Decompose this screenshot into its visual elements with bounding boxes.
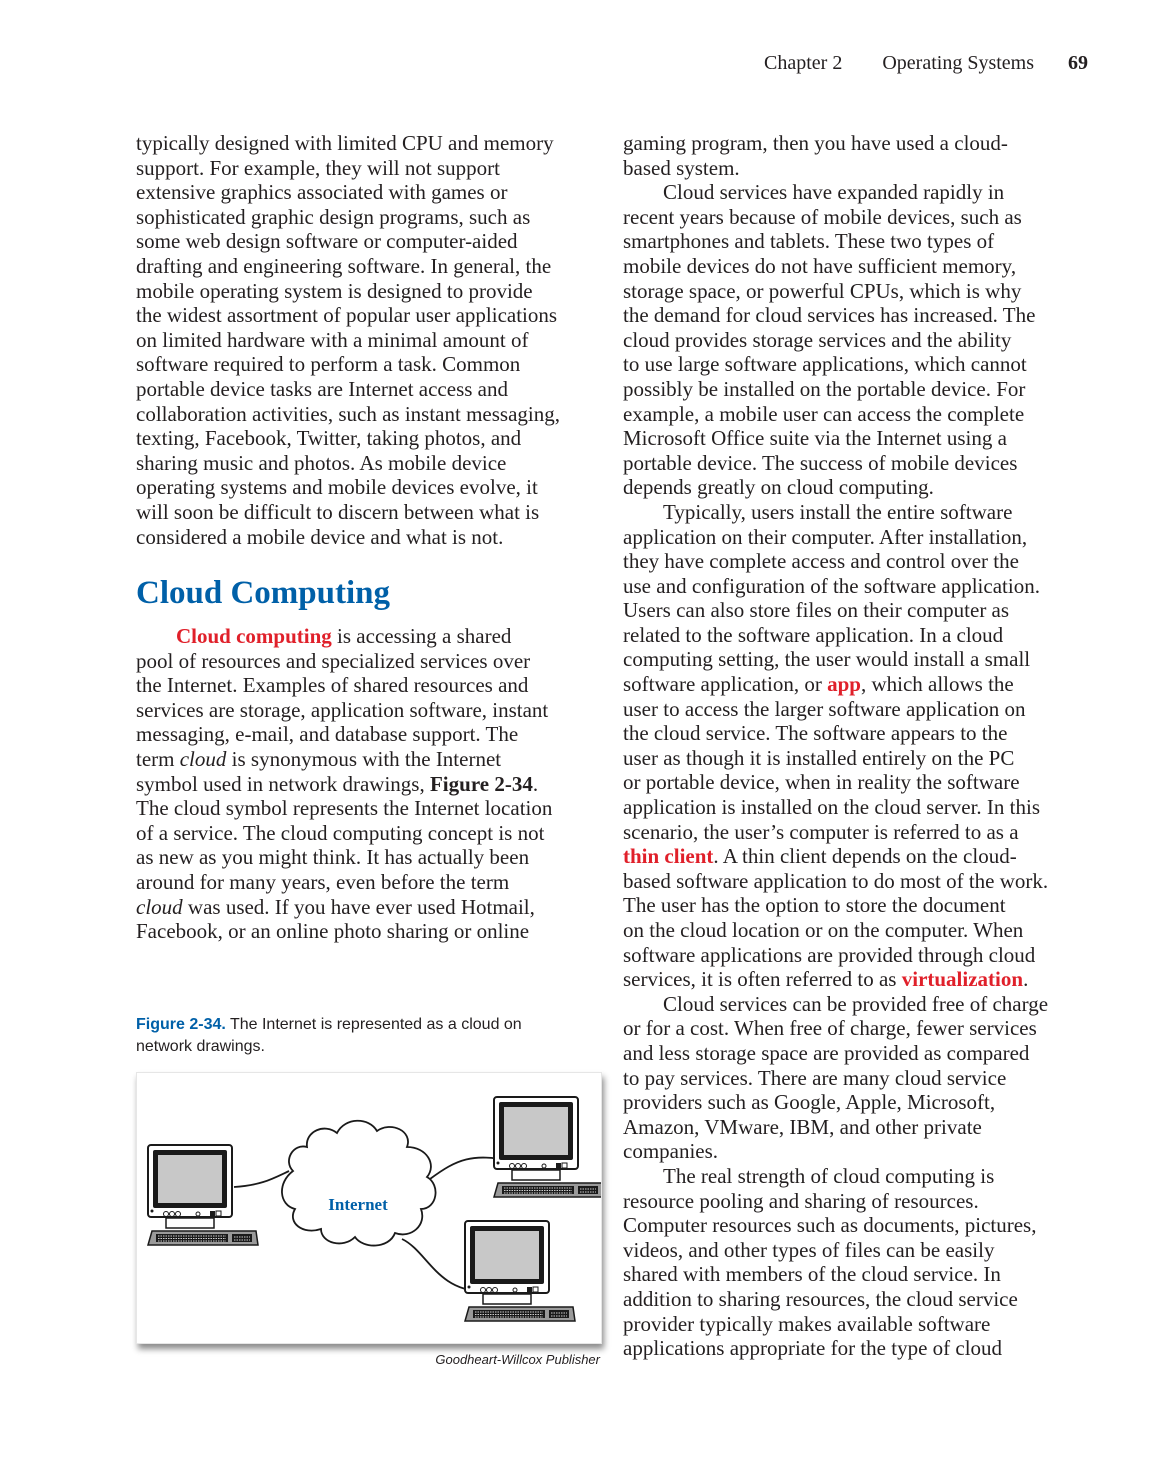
text-line: the widest assortment of popular user applications [136, 303, 558, 328]
section-title: Operating Systems [882, 52, 1034, 74]
figure-caption: Figure 2-34. The Internet is represented as a cloud on network drawings. [136, 1016, 522, 1055]
text-line: The user has the option to store the document [623, 893, 1006, 918]
text-line: services are storage, application software, instant [136, 697, 549, 722]
left-column [136, 131, 606, 944]
text-line: based system. [623, 155, 740, 180]
text-line: application is installed on the cloud server. In this [623, 795, 1040, 820]
figure-credit: Goodheart-Willcox Publisher [435, 1352, 600, 1367]
text-line: some web design software or computer-aided [136, 229, 518, 254]
text-line: Facebook, or an online photo sharing or online [136, 919, 530, 944]
text-line: Computer resources such as documents, pictures, [623, 1213, 1037, 1238]
chapter-label: Chapter 2 [764, 52, 843, 74]
text-line: to pay services. There are many cloud service [623, 1065, 1007, 1090]
text-line: services, it is often referred to as virtualization. [623, 967, 1029, 992]
text-line: resource pooling and sharing of resources. [623, 1188, 979, 1213]
text-line: cloud provides storage services and the ability [623, 327, 1012, 352]
text-line: sharing music and photos. As mobile device [136, 450, 507, 475]
paragraph-mobile-os [136, 131, 606, 549]
text-line: will soon be difficult to discern between what is [136, 499, 540, 524]
right-column [623, 131, 1093, 1361]
text-line: or for a cost. When free of charge, fewer services [623, 1016, 1037, 1041]
text-line: collaboration activities, such as instant messaging, [136, 401, 560, 426]
text-line: depends greatly on cloud computing. [623, 475, 934, 500]
text-line: to use large software applications, which cannot [623, 352, 1027, 377]
text-line: related to the software application. In a cloud [623, 622, 1004, 647]
text-line: Microsoft Office suite via the Internet using a [623, 426, 1007, 451]
text-line: Cloud services can be provided free of charge [663, 991, 1049, 1016]
internet-cloud [282, 1121, 436, 1246]
text-line: provider typically makes available software [623, 1311, 991, 1336]
text-line: typically designed with limited CPU and memory [136, 131, 554, 155]
text-line: shared with members of the cloud service. In [623, 1262, 1001, 1287]
text-line: the Internet. Examples of shared resources and [136, 673, 529, 698]
text-line: gaming program, then you have used a cloud- [623, 131, 1008, 155]
figure-reference: Figure 2-34 [429, 771, 533, 796]
text-line: considered a mobile device and what is not. [136, 524, 504, 549]
text-line: Cloud services have expanded rapidly in [663, 180, 1005, 205]
text-line: the cloud service. The software appears to the [623, 721, 1008, 746]
text-line: sophisticated graphic design programs, such as [136, 204, 531, 229]
text-line: companies. [623, 1139, 719, 1164]
text-line: on the cloud location or on the computer. When [623, 918, 1024, 942]
text-line: use and configuration of the software application. [623, 573, 1040, 598]
text-line: The cloud symbol represents the Internet location [136, 796, 553, 821]
text-line: The real strength of cloud computing is [663, 1163, 995, 1188]
text-line: Amazon, VMware, IBM, and other private [623, 1114, 982, 1139]
text-line: addition to sharing resources, the cloud service [623, 1286, 1018, 1311]
text-line: Typically, users install the entire software [663, 499, 1013, 524]
computer-bottom-right-icon [465, 1221, 575, 1321]
computer-left-icon [148, 1145, 258, 1245]
text-line: user as though it is installed entirely on the PC [623, 745, 1015, 770]
paragraph-cloud-computing [136, 624, 606, 944]
text-line: based software application to do most of the work. [623, 868, 1049, 893]
text-line: applications appropriate for the type of cloud [623, 1336, 1003, 1361]
text-line: software application, or app, which allows the [623, 672, 1014, 697]
text-line: thin client. A thin client depends on the cloud- [623, 844, 1017, 869]
text-line: Users can also store files on their computer as [623, 598, 1010, 623]
text-line: messaging, e-mail, and database support. The [136, 722, 519, 747]
italic-term: cloud [179, 747, 227, 772]
text-line: support. For example, they will not support [136, 155, 500, 180]
text-line: providers such as Google, Apple, Microsoft, [623, 1090, 996, 1115]
text-line: as new as you might think. It has actually been [136, 845, 530, 870]
text-line: example, a mobile user can access the complete [623, 401, 1025, 426]
text-line: software applications are provided through cloud [623, 942, 1036, 967]
text-line: recent years because of mobile devices, such as [623, 204, 1022, 229]
text-line: Cloud computing is accessing a shared [176, 624, 512, 649]
section-heading: Cloud Computing [136, 575, 390, 612]
text-line: software required to perform a task. Common [136, 352, 521, 377]
text-line: of a service. The cloud computing concept is not [136, 820, 545, 845]
text-line: on limited hardware with a minimal amount of [136, 327, 529, 352]
text-line: operating systems and mobile devices evolve, it [136, 475, 538, 500]
text-line: computing setting, the user would install a small [623, 647, 1031, 672]
text-line: symbol used in network drawings, Figure 2-34. [136, 771, 539, 796]
text-line: application on their computer. After installation, [623, 524, 1028, 549]
text-line: portable device tasks are Internet access and [136, 376, 508, 401]
text-line: around for many years, even before the term [136, 870, 510, 895]
key-term-thin-client: thin client [623, 844, 714, 869]
figure-label: Figure 2-34. [136, 1016, 226, 1033]
text-line: portable device. The success of mobile devices [623, 450, 1018, 475]
italic-term: cloud [136, 894, 183, 919]
key-term-cloud-computing: Cloud computing [176, 624, 332, 649]
text-line: storage space, or powerful CPUs, which is why [623, 278, 1022, 303]
text-line: texting, Facebook, Twitter, taking photos, and [136, 426, 522, 451]
text-line: scenario, the user’s computer is referred to as a [623, 819, 1019, 844]
connection-line-left [234, 1171, 289, 1187]
text-line: and less storage space are provided as compared [623, 1040, 1030, 1065]
computer-top-right-icon [494, 1097, 601, 1197]
text-line: or portable device, when in reality the software [623, 770, 1020, 795]
text-line: cloud was used. If you have ever used Hotmail, [136, 894, 535, 919]
text-line: mobile devices do not have sufficient memory, [623, 253, 1017, 278]
internet-label: Internet [328, 1195, 388, 1214]
text-line: user to access the larger software application on [623, 696, 1026, 721]
text-line: mobile operating system is designed to provide [136, 278, 533, 303]
running-header [764, 52, 1088, 75]
text-line: smartphones and tablets. These two types of [623, 229, 995, 254]
text-line: pool of resources and specialized services over [136, 648, 531, 673]
text-line: they have complete access and control over the [623, 549, 1019, 574]
text-line: possibly be installed on the portable device. For [623, 376, 1026, 401]
key-term-virtualization: virtualization [901, 967, 1024, 992]
text-line: drafting and engineering software. In general, the [136, 253, 552, 278]
page-number: 69 [1068, 52, 1088, 74]
text-line: term cloud is synonymous with the Internet [136, 747, 502, 772]
key-term-app: app [827, 672, 861, 697]
figure-network-diagram [136, 1072, 602, 1344]
text-line: the demand for cloud services has increased. The [623, 303, 1036, 328]
text-line: videos, and other types of files can be easily [623, 1237, 995, 1262]
text-line: extensive graphics associated with games or [136, 180, 508, 205]
